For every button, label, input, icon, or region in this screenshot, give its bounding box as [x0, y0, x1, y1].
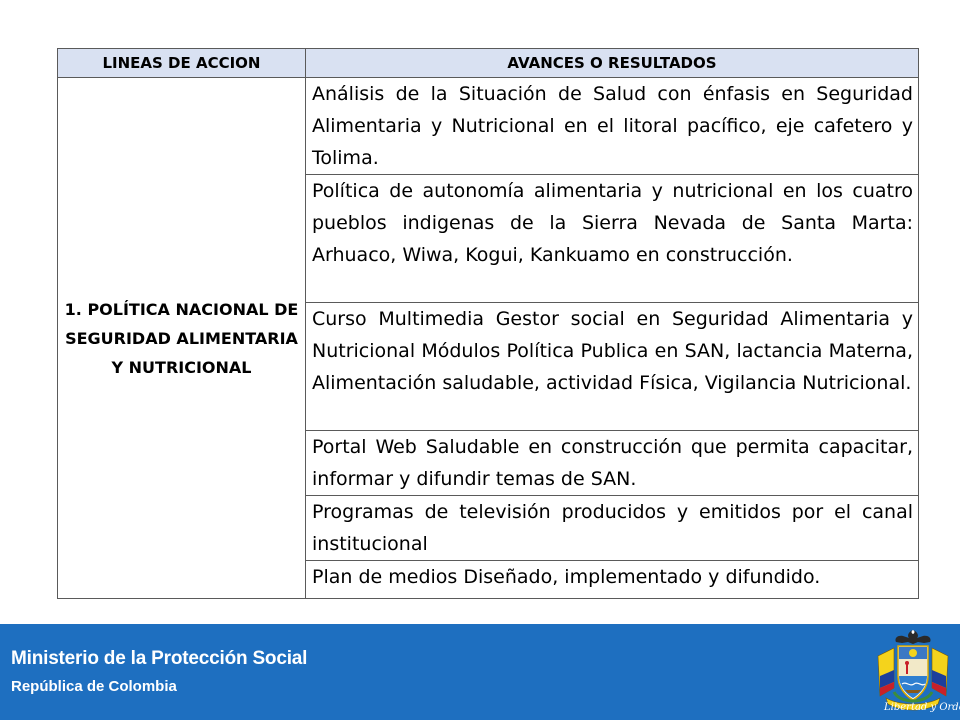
table-row: [58, 78, 919, 175]
republic-name: República de Colombia: [11, 678, 177, 695]
footer-bar: [0, 624, 971, 720]
result-item: Plan de medios Diseñado, implementado y difundido.: [306, 561, 919, 599]
table-header-row: [58, 49, 919, 78]
ministry-name: Ministerio de la Protección Social: [11, 648, 308, 669]
header-avances-o-resultados: AVANCES O RESULTADOS: [306, 49, 919, 78]
result-item: Portal Web Saludable en construcción que permita capacitar, informar y difundir temas de SAN.: [306, 431, 919, 496]
line-of-action-label: 1. POLÍTICA NACIONAL DE SEGURIDAD ALIMENTARIA Y NUTRICIONAL: [64, 299, 299, 377]
result-item: Curso Multimedia Gestor social en Seguridad Alimentaria y Nutricional Módulos Política Publica en SAN, lactancia Materna, Alimentación saludable, actividad Física, Vigilancia Nutricional.: [306, 303, 919, 431]
result-item: Política de autonomía alimentaria y nutricional en los cuatro pueblos indigenas de la Sierra Nevada de Santa Marta: Arhuaco, Wiwa, Kogui, Kankuamo en construcción.: [306, 175, 919, 303]
result-item: Programas de televisión producidos y emitidos por el canal institucional: [306, 496, 919, 561]
header-lineas-de-accion: LINEAS DE ACCION: [58, 49, 306, 78]
result-item: Análisis de la Situación de Salud con énfasis en Seguridad Alimentaria y Nutricional en el litoral pacífico, eje cafetero y Tolima.: [306, 78, 919, 175]
results-table: [57, 48, 919, 599]
emblem-motto: Libertad y Orden: [884, 702, 971, 713]
line-of-action-cell: [58, 78, 306, 599]
